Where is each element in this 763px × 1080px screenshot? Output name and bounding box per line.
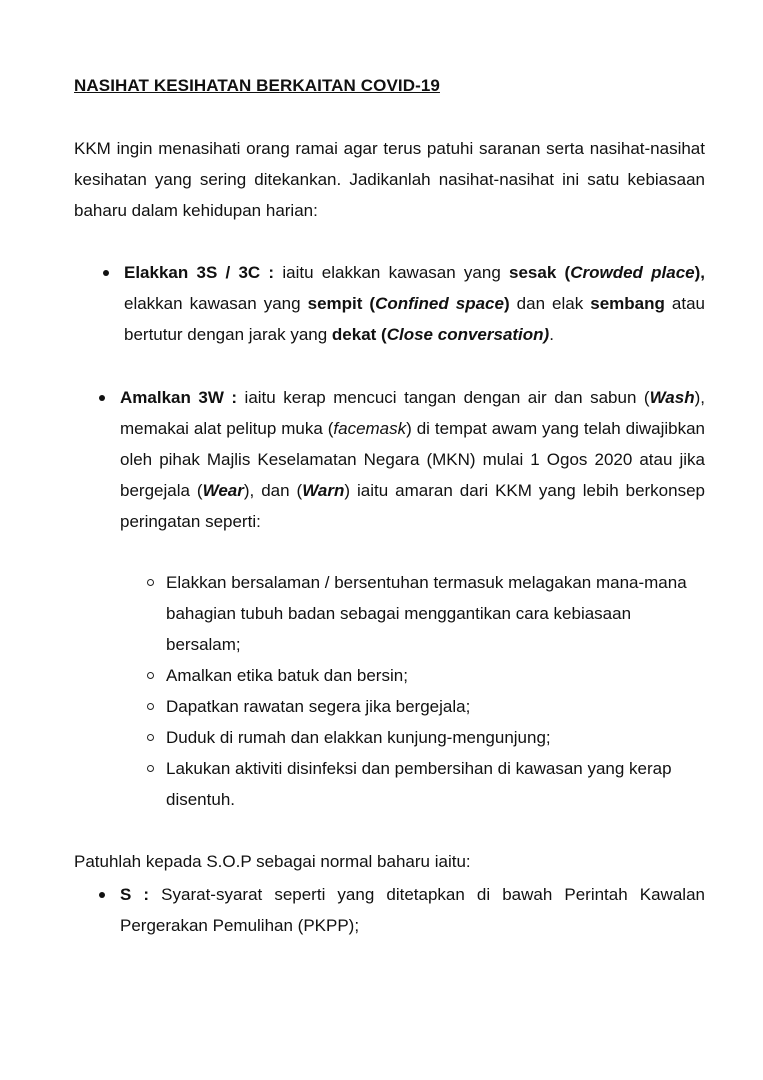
bullet-3w-label: Amalkan 3W : — [120, 388, 238, 407]
bullet-3w — [120, 382, 705, 537]
bullet-3s-sesak: sesak ( — [509, 263, 571, 282]
bullet-3s-sempit: sempit ( — [307, 294, 376, 313]
bullet-3s-confined: Confined space — [375, 294, 504, 313]
bullet-3s-text: ), — [694, 263, 706, 282]
list-item-text: Duduk di rumah dan elakkan kunjung-mengunjung; — [166, 728, 551, 747]
list-item-text: Amalkan etika batuk dan bersin; — [166, 666, 408, 685]
circle-bullet-icon — [147, 703, 154, 710]
bullet-3s-crowded: Crowded place — [570, 263, 695, 282]
list-item — [166, 691, 706, 722]
bullet-3s-text: elakkan kawasan yang — [124, 294, 308, 313]
list-item — [166, 567, 706, 660]
bullet-3w-warn: Warn — [302, 481, 345, 500]
circle-bullet-icon — [147, 734, 154, 741]
bullet-3w-text: ) iaitu amaran dari KKM yang lebih berkonsep peringatan seperti: — [120, 481, 706, 531]
list-item — [166, 753, 706, 815]
bullet-3s-3c — [124, 257, 705, 350]
bullet-dot — [99, 395, 105, 401]
list-item — [166, 660, 706, 691]
list-item-text: Dapatkan rawatan segera jika bergejala; — [166, 697, 471, 716]
bullet-3w-text: ), memakai alat pelitup muka ( — [120, 388, 705, 438]
bullet-3w-text: iaitu kerap mencuci tangan dengan air dan sabun ( — [237, 388, 650, 407]
bullet-3w-facemask: facemask — [333, 419, 407, 438]
bullet-3w-text: ) di tempat awam yang telah diwajibkan oleh pihak Majlis Keselamatan Negara (MKN) mulai 1 Ogos 2020 atau jika bergejala ( — [120, 419, 705, 500]
bullet-3s-text: ) — [503, 294, 510, 313]
bullet-s-text: Syarat-syarat seperti yang ditetapkan di bawah Perintah Kawalan Pergerakan Pemulihan (PKPP); — [120, 885, 705, 935]
bullet-dot — [99, 892, 105, 898]
list-item — [166, 722, 706, 753]
bullet-3w-wear: Wear — [202, 481, 244, 500]
bullet-dot — [103, 270, 109, 276]
circle-bullet-icon — [147, 579, 154, 586]
circle-bullet-icon — [147, 672, 154, 679]
list-item-text: Lakukan aktiviti disinfeksi dan pembersihan di kawasan yang kerap disentuh. — [166, 759, 672, 809]
closing-paragraph: Patuhlah kepada S.O.P sebagai normal baharu iaitu: — [74, 852, 471, 871]
bullet-3w-text: ), dan ( — [243, 481, 303, 500]
sub-list — [166, 567, 706, 815]
list-item-text: Elakkan bersalaman / bersentuhan termasuk melagakan mana-mana bahagian tubuh badan sebagai menggantikan cara kebiasaan bersalam; — [166, 573, 687, 654]
bullet-3s-sembang: sembang — [590, 294, 665, 313]
bullet-3s-text: dan elak — [509, 294, 591, 313]
bullet-3w-wash: Wash — [649, 388, 695, 407]
bullet-3s-text: atau bertutur dengan jarak yang — [124, 294, 705, 344]
circle-bullet-icon — [147, 765, 154, 772]
bullet-3s-dekat: dekat ( — [331, 325, 387, 344]
bullet-3s-text: iaitu elakkan kawasan yang — [274, 263, 510, 282]
intro-paragraph: KKM ingin menasihati orang ramai agar terus patuhi saranan serta nasihat-nasihat kesihatan yang sering ditekankan. Jadikanlah nasihat-nasihat ini satu kebiasaan baharu dalam kehidupan harian: — [74, 139, 705, 220]
bullet-s-label: S : — [120, 885, 150, 904]
bullet-3s-close: Close conversation) — [386, 325, 550, 344]
page-title: NASIHAT KESIHATAN BERKAITAN COVID-19 — [74, 76, 440, 95]
bullet-s — [120, 879, 705, 941]
bullet-3s-label: Elakkan 3S / 3C : — [124, 263, 275, 282]
bullet-3s-text: . — [549, 325, 554, 344]
